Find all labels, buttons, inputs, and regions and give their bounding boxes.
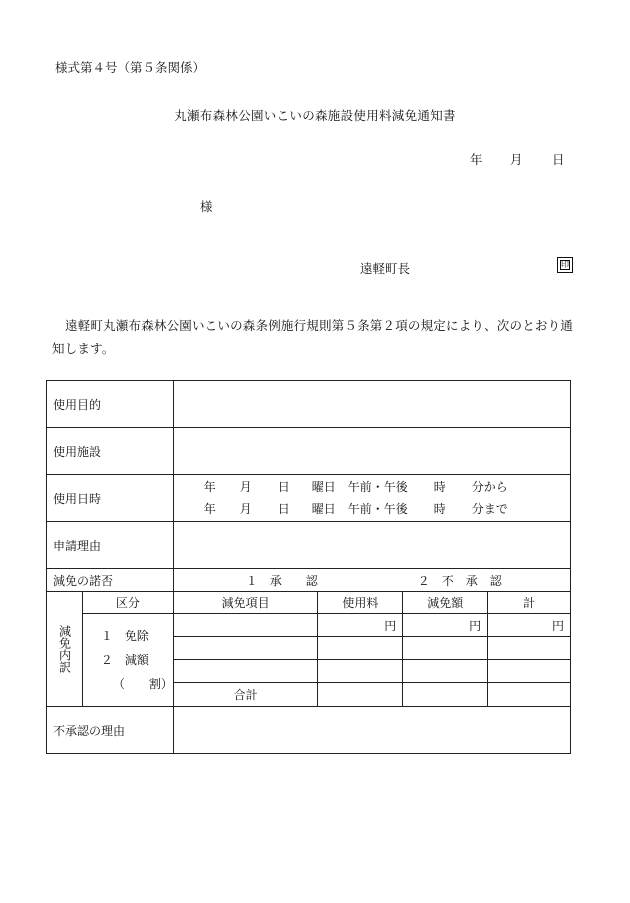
decision-field[interactable] bbox=[173, 569, 570, 592]
category-ratio[interactable]: （ 割） bbox=[112, 677, 173, 691]
dt-hour: 時 bbox=[433, 480, 446, 494]
purpose-field[interactable] bbox=[173, 381, 570, 428]
dt-weekday: 曜日 bbox=[311, 502, 336, 516]
col-item: 減免項目 bbox=[173, 592, 318, 614]
table-row bbox=[47, 381, 571, 428]
table-row bbox=[47, 522, 571, 569]
dt-weekday: 曜日 bbox=[311, 480, 336, 494]
form-number: 様式第４号（第５条関係） bbox=[55, 60, 206, 75]
amount-cell[interactable] bbox=[403, 637, 488, 660]
fee-yen[interactable]: 円 bbox=[318, 614, 403, 637]
form-table bbox=[46, 380, 571, 754]
total-yen[interactable]: 円 bbox=[488, 614, 571, 637]
dt-ampm: 午前・午後 bbox=[347, 502, 408, 516]
datetime-field[interactable] bbox=[173, 475, 570, 522]
addressee: 様 bbox=[200, 199, 213, 214]
category-exempt[interactable]: １ 免除 bbox=[100, 629, 149, 643]
dt-month: 月 bbox=[239, 480, 252, 494]
amount-yen[interactable]: 円 bbox=[403, 614, 488, 637]
amount-cell[interactable] bbox=[403, 660, 488, 683]
datetime-label: 使用日時 bbox=[47, 475, 174, 522]
document-title: 丸瀬布森林公園いこいの森施設使用料減免通知書 bbox=[174, 108, 456, 123]
rejection-reason-label: 不承認の理由 bbox=[47, 707, 174, 754]
category-reduce[interactable]: ２ 減額 bbox=[100, 653, 149, 667]
date-line bbox=[470, 150, 564, 168]
table-row bbox=[47, 614, 571, 637]
fee-cell[interactable] bbox=[318, 637, 403, 660]
total-cell[interactable] bbox=[488, 660, 571, 683]
reason-label: 申請理由 bbox=[47, 522, 174, 569]
total-cell[interactable] bbox=[488, 637, 571, 660]
date-day: 日 bbox=[551, 152, 565, 167]
sum-label: 合計 bbox=[173, 683, 318, 707]
seal-text: 印 bbox=[561, 260, 569, 269]
dt-day: 日 bbox=[277, 480, 290, 494]
item-cell[interactable] bbox=[173, 614, 318, 637]
sum-amount-cell[interactable] bbox=[403, 683, 488, 707]
col-amount: 減免額 bbox=[403, 592, 488, 614]
dt-minute: 分から bbox=[471, 480, 508, 494]
datetime-to bbox=[174, 498, 570, 520]
purpose-label: 使用目的 bbox=[47, 381, 174, 428]
approve-option[interactable]: １ 承 認 bbox=[245, 573, 318, 588]
breakdown-label bbox=[47, 592, 83, 707]
reason-field[interactable] bbox=[173, 522, 570, 569]
table-row bbox=[47, 707, 571, 754]
table-row bbox=[47, 428, 571, 475]
col-category: 区分 bbox=[82, 592, 173, 614]
sum-fee-cell[interactable] bbox=[318, 683, 403, 707]
item-cell[interactable] bbox=[173, 637, 318, 660]
category-cell[interactable] bbox=[82, 614, 173, 707]
sum-total-cell[interactable] bbox=[488, 683, 571, 707]
date-month: 月 bbox=[509, 152, 523, 167]
breakdown-label-text: 減免内訳 bbox=[57, 625, 72, 673]
issuer: 遠軽町長 bbox=[360, 261, 411, 276]
dt-hour: 時 bbox=[433, 502, 446, 516]
table-row bbox=[47, 592, 571, 614]
date-year: 年 bbox=[470, 152, 483, 167]
decision-label: 減免の諾否 bbox=[47, 569, 174, 592]
seal-mark bbox=[557, 257, 573, 273]
body-text: 遠軽町丸瀬布森林公園いこいの森条例施行規則第５条第２項の規定により、次のとおり通知します。 bbox=[52, 318, 574, 356]
facility-field[interactable] bbox=[173, 428, 570, 475]
item-cell[interactable] bbox=[173, 660, 318, 683]
dt-year: 年 bbox=[203, 480, 216, 494]
col-fee: 使用料 bbox=[318, 592, 403, 614]
facility-label: 使用施設 bbox=[47, 428, 174, 475]
reject-option[interactable]: ２ 不 承 認 bbox=[417, 573, 502, 588]
col-total: 計 bbox=[488, 592, 571, 614]
dt-ampm: 午前・午後 bbox=[347, 480, 408, 494]
fee-cell[interactable] bbox=[318, 660, 403, 683]
table-row bbox=[47, 475, 571, 522]
dt-year: 年 bbox=[203, 502, 216, 516]
dt-day: 日 bbox=[277, 502, 290, 516]
datetime-from bbox=[174, 476, 570, 498]
rejection-reason-field[interactable] bbox=[173, 707, 570, 754]
dt-month: 月 bbox=[239, 502, 252, 516]
dt-minute: 分まで bbox=[471, 502, 508, 516]
table-row bbox=[47, 569, 571, 592]
